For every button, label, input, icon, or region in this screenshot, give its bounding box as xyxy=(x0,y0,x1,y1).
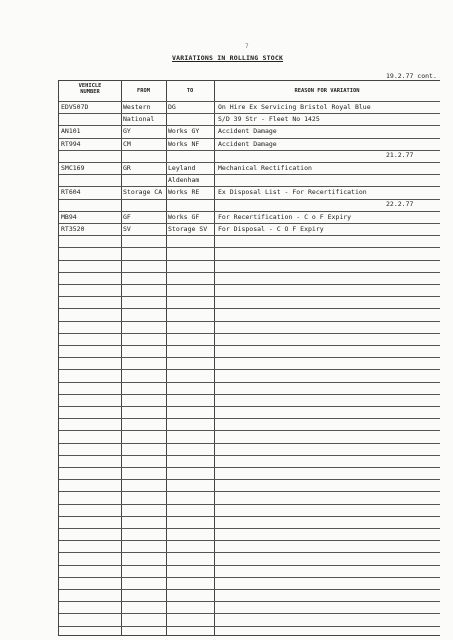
ruled-line xyxy=(59,101,440,102)
ruled-line xyxy=(59,394,440,395)
entry-vehicle: RT3520 xyxy=(61,225,85,233)
entry-reason: Accident Damage xyxy=(218,127,277,136)
ruled-line xyxy=(59,296,440,297)
entry-from: Western xyxy=(123,103,151,111)
ruled-line xyxy=(59,162,440,163)
entry-reason: Mechanical Rectification xyxy=(218,164,312,172)
entry-to: Leyland xyxy=(168,164,196,172)
ruled-line xyxy=(59,467,440,468)
ruled-line xyxy=(59,186,440,187)
entry-to: Works GF xyxy=(168,212,200,221)
ruled-line xyxy=(59,223,440,224)
ruled-line xyxy=(59,199,440,200)
ruled-line xyxy=(59,540,440,541)
ruled-line xyxy=(59,345,440,346)
ruled-line xyxy=(59,138,440,139)
ruled-line xyxy=(59,565,440,566)
ruled-line xyxy=(59,174,440,175)
ruled-line xyxy=(59,418,440,419)
ruled-line xyxy=(59,406,440,407)
column-header-to: TO xyxy=(186,88,194,94)
ruled-line xyxy=(59,491,440,492)
ruled-line xyxy=(59,333,440,334)
entry-to: Storage SV xyxy=(168,225,208,233)
ruled-line xyxy=(59,626,440,627)
entry-reason: For Disposal - C O F Expiry xyxy=(218,225,324,233)
entry-vehicle: MB94 xyxy=(61,212,77,221)
margin-mark: 7 xyxy=(245,43,249,50)
ruled-line xyxy=(59,443,440,444)
ruled-line xyxy=(59,430,440,431)
ruled-line xyxy=(59,589,440,590)
ruled-line xyxy=(59,260,440,261)
ruled-line xyxy=(59,369,440,370)
ruled-line xyxy=(59,479,440,480)
ruled-line xyxy=(59,552,440,553)
entry-from: CM xyxy=(123,139,131,148)
entry-reason: For Recertification - C o F Expiry xyxy=(218,212,352,221)
entry-vehicle: RT994 xyxy=(61,139,81,148)
entry-reason: Ex Disposal List - For Recertification xyxy=(218,188,367,197)
entry-from: National xyxy=(123,115,155,124)
entry-from: SV xyxy=(123,225,131,233)
entry-from: Storage CA xyxy=(123,188,163,197)
ruled-line xyxy=(59,150,440,151)
section-date: 22.2.77 xyxy=(386,199,414,208)
ruled-line xyxy=(59,247,440,248)
ruled-line xyxy=(59,504,440,505)
column-header-vehicle-part: NUMBER xyxy=(80,89,100,95)
entry-to: DG xyxy=(168,103,176,111)
entry-vehicle: SMC169 xyxy=(61,164,85,172)
ruled-line xyxy=(59,613,440,614)
section-date: 21.2.77 xyxy=(386,150,414,159)
ruled-line xyxy=(59,284,440,285)
ruled-line xyxy=(59,357,440,358)
ruled-line xyxy=(59,235,440,236)
entry-from: GY xyxy=(123,127,131,136)
ruled-line xyxy=(59,211,440,212)
ruled-line xyxy=(59,272,440,273)
entry-vehicle: AN101 xyxy=(61,127,81,136)
ruled-line xyxy=(59,528,440,529)
column-header-reason: REASON FOR VARIATION xyxy=(294,88,360,94)
entry-vehicle: EDV507D xyxy=(61,103,89,111)
entry-vehicle: RT604 xyxy=(61,188,81,197)
entry-from: GR xyxy=(123,164,131,172)
entry-to: Works NF xyxy=(168,139,200,148)
ruled-line xyxy=(59,308,440,309)
ruled-line xyxy=(59,321,440,322)
ruled-line xyxy=(59,125,440,126)
entry-reason: On Hire Ex Servicing Bristol Royal Blue xyxy=(218,103,371,111)
entry-reason: S/D 39 Str - Fleet No 1425 xyxy=(218,115,320,124)
ruled-line xyxy=(59,577,440,578)
ruled-line xyxy=(59,516,440,517)
column-header-vehicle-part: VEHICLE xyxy=(78,83,102,89)
entry-to: Aldenham xyxy=(168,176,200,185)
entry-to: Works RE xyxy=(168,188,200,197)
page-date: 19.2.77 cont. xyxy=(386,72,437,80)
rolling-stock-table xyxy=(58,80,440,636)
column-header-vehicle xyxy=(59,83,121,95)
column-header-vehicle-label xyxy=(59,83,121,95)
ruled-line xyxy=(59,601,440,602)
ruled-line xyxy=(59,455,440,456)
entry-reason: Accident Damage xyxy=(218,139,277,148)
ruled-line xyxy=(59,382,440,383)
column-header-from: FROM xyxy=(137,88,150,94)
document-title: VARIATIONS IN ROLLING STOCK xyxy=(172,54,284,62)
entry-from: GF xyxy=(123,212,131,221)
ruled-line xyxy=(59,113,440,114)
entry-to: Works GY xyxy=(168,127,200,136)
